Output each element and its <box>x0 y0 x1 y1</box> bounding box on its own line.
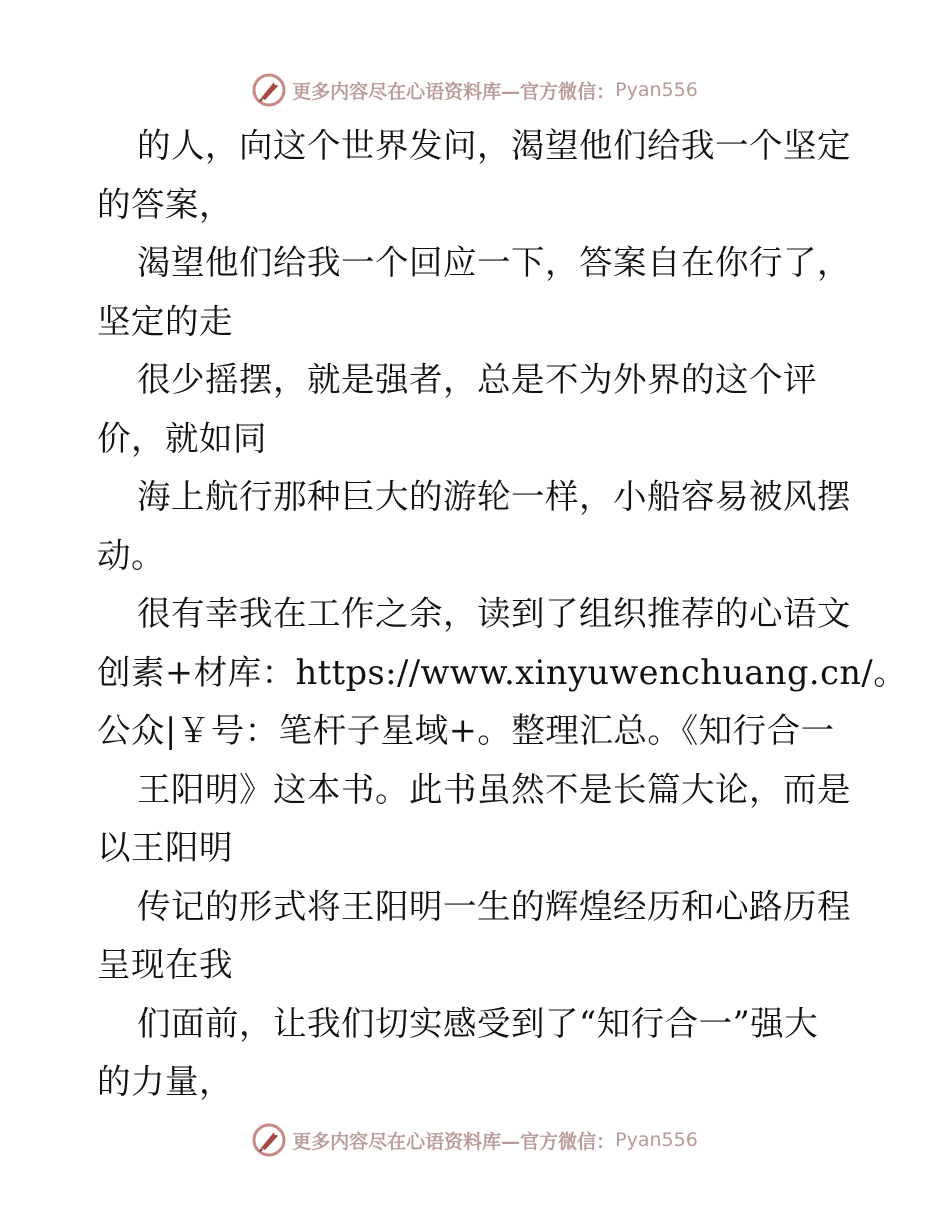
body-line: 很有幸我在工作之余，读到了组织推荐的心语文 <box>137 594 851 633</box>
footer-banner-text: 更多内容尽在心语资料库—官方微信： <box>292 1130 616 1153</box>
body-line: 的答案， <box>97 184 233 224</box>
body-line: 的人，向这个世界发问，渴望他们给我一个坚定 <box>137 126 851 165</box>
body-line: 的力量， <box>97 1062 233 1101</box>
body-line: 们面前，让我们切实感受到了“知行合一”强大 <box>137 1003 819 1043</box>
body-line: 坚定的走 <box>97 301 233 341</box>
body-line: 传记的形式将王阳明一生的辉煌经历和心路历程 <box>137 886 851 926</box>
body-line: 王阳明》这本书。此书虽然不是长篇大论，而是 <box>137 769 851 809</box>
body-line: 渴望他们给我一个回应一下，答案自在你行了， <box>137 243 851 282</box>
body-line: 很少摇摆，就是强者，总是不为外界的这个评 <box>137 360 817 399</box>
body-line: 价，就如同 <box>97 418 267 458</box>
body-line-url: 创素+材库：https://www.xinyuwenchuang.cn/。 <box>97 652 908 692</box>
document-body <box>97 117 908 1112</box>
header-banner-text: 更多内容尽在心语资料库—官方微信： <box>292 80 616 103</box>
body-line: 公众|￥号：笔杆子星域+。整理汇总。《知行合一 <box>97 711 835 750</box>
pen-logo-icon <box>252 73 286 107</box>
body-line: 呈现在我 <box>97 945 233 984</box>
body-line: 以王阳明 <box>97 828 233 867</box>
footer-wechat-id: Pyan556 <box>615 1129 698 1151</box>
body-line: 海上航行那种巨大的游轮一样，小船容易被风摆 <box>137 477 851 516</box>
body-line: 动。 <box>97 535 165 575</box>
header-wechat-id: Pyan556 <box>615 79 698 101</box>
pen-logo-icon <box>252 1123 286 1157</box>
header-banner <box>0 70 950 110</box>
footer-banner <box>0 1120 950 1160</box>
